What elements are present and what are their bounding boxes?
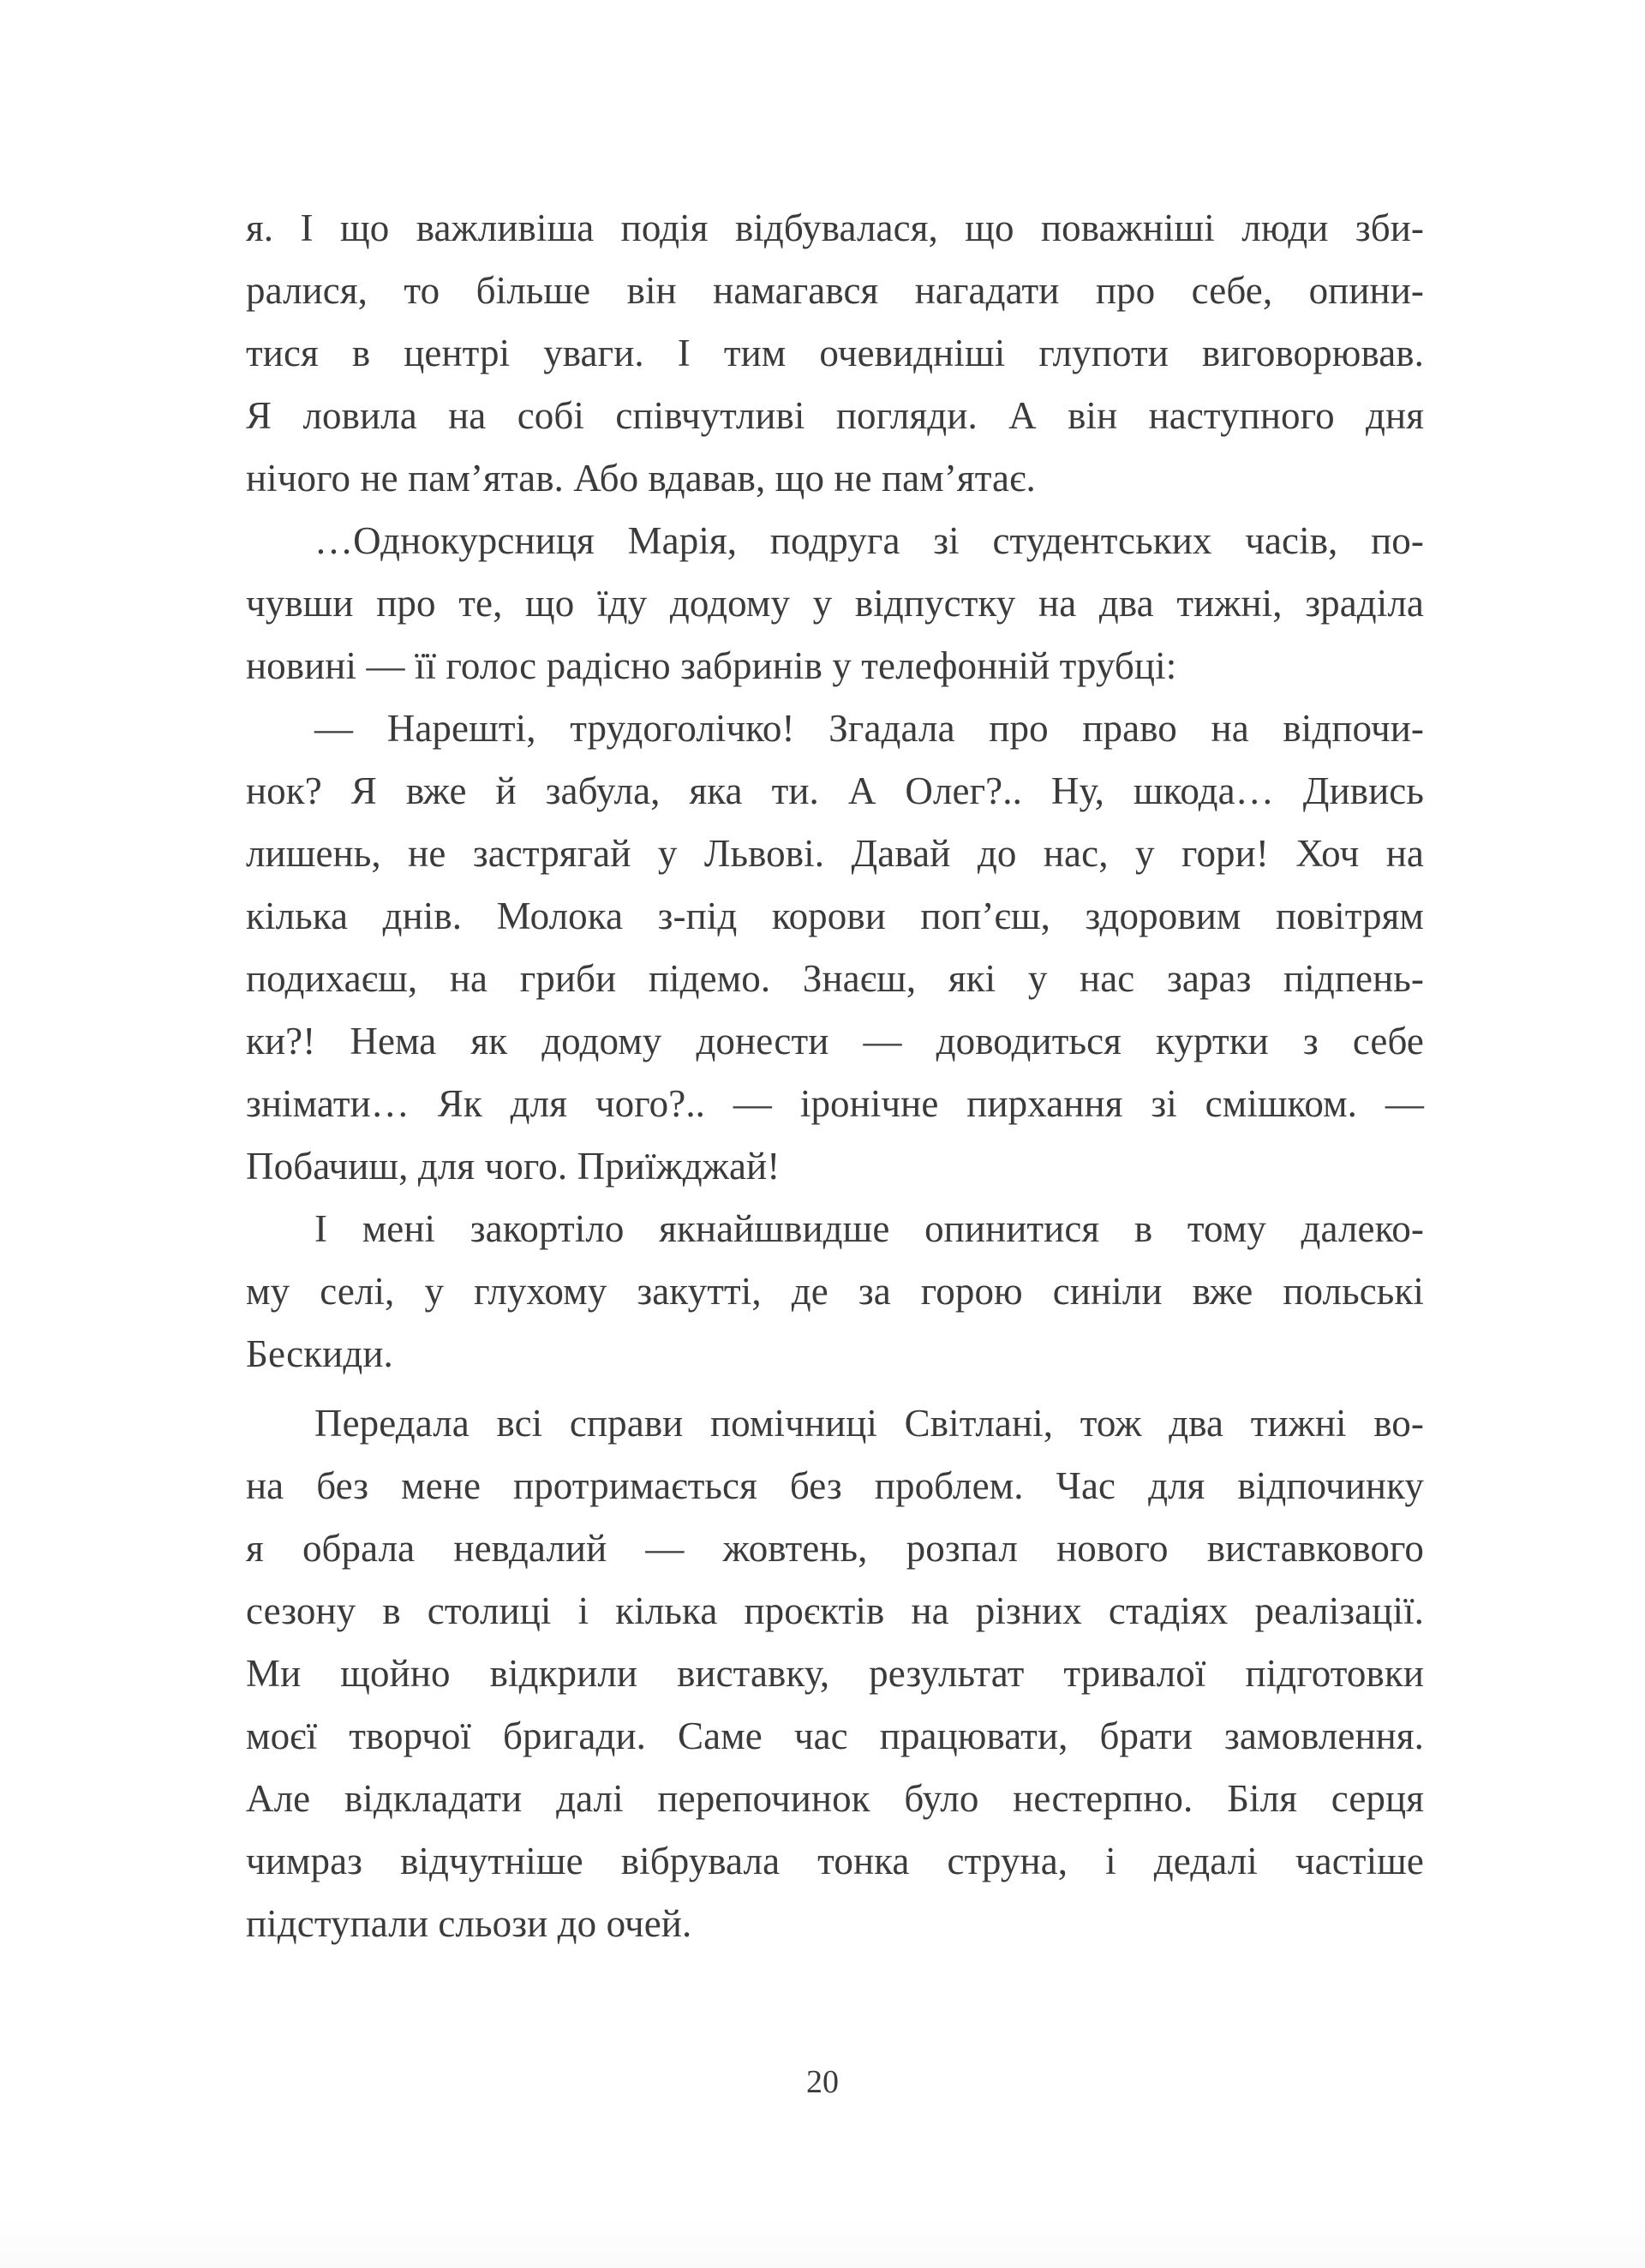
text-line: Але відкладати далі перепочинок було нестерпно. Біля серця	[246, 1777, 1424, 1820]
body-text	[246, 197, 1424, 1955]
text-line: новині — її голос радісно забринів у телефонній трубці:	[246, 644, 1177, 687]
text-line: подихаєш, на гриби підемо. Знаєш, які у нас зараз підпень-	[246, 957, 1424, 1000]
text-line: тися в центрі уваги. І тим очевидніші глупоти виговорював.	[246, 332, 1424, 374]
text-line: я обрала невдалий — жовтень, розпал нового виставкового	[246, 1527, 1424, 1570]
text-line: ки?! Нема як додому донести — доводиться куртки з себе	[246, 1020, 1424, 1062]
text-line: Побачиш, для чого. Приїжджай!	[246, 1145, 781, 1188]
text-line: лишень, не застрягай у Львові. Давай до нас, у гори! Хоч на	[246, 832, 1424, 875]
text-line: Ми щойно відкрили виставку, результат тривалої підготовки	[246, 1652, 1424, 1695]
text-line: му селі, у глухому закутті, де за горою синіли вже польські	[246, 1270, 1424, 1313]
text-line: Передала всі справи помічниці Світлані, тож два тижні во-	[314, 1402, 1424, 1445]
text-line: І мені закортіло якнайшвидше опинитися в тому далеко-	[314, 1207, 1424, 1250]
text-line: чимраз відчутніше вібрувала тонка струна, і дедалі частіше	[246, 1840, 1424, 1882]
paragraph	[246, 197, 1424, 510]
text-line: Я ловила на собі співчутливі погляди. А він наступного дня	[246, 394, 1424, 437]
paragraph	[246, 1392, 1424, 1955]
text-line: чувши про те, що їду додому у відпустку на два тижні, зраділа	[246, 582, 1424, 625]
text-line: на без мене протримається без проблем. Час для відпочинку	[246, 1464, 1424, 1507]
dialogue-paragraph	[246, 697, 1424, 1198]
page-number: 20	[806, 2064, 839, 2100]
paragraph	[246, 510, 1424, 697]
text-line: знімати… Як для чого?.. — іронічне пирхання зі смішком. —	[246, 1082, 1424, 1125]
text-line: сезону в столиці і кілька проєктів на різних стадіях реалізації.	[246, 1589, 1424, 1632]
text-line: нок? Я вже й забула, яка ти. А Олег?.. Ну, шкода… Дивись	[246, 769, 1424, 812]
text-line: …Однокурсниця Марія, подруга зі студентських часів, по-	[314, 519, 1424, 562]
text-line: кілька днів. Молока з-під корови поп’єш, здоровим повітрям	[246, 895, 1424, 937]
text-line: ралися, то більше він намагався нагадати про себе, опини-	[246, 269, 1424, 312]
text-line: нічого не пам’ятав. Або вдавав, що не пам’ятає.	[246, 457, 1036, 500]
text-line: — Нарешті, трудоголічко! Згадала про право на відпочи-	[314, 707, 1424, 750]
text-line: Бескиди.	[246, 1332, 393, 1375]
text-line: підступали сльози до очей.	[246, 1902, 692, 1945]
paragraph	[246, 1198, 1424, 1385]
text-line: моєї творчої бригади. Саме час працювати, брати замовлення.	[246, 1714, 1424, 1757]
text-line: я. І що важливіша подія відбувалася, що поважніші люди зби-	[246, 206, 1424, 249]
